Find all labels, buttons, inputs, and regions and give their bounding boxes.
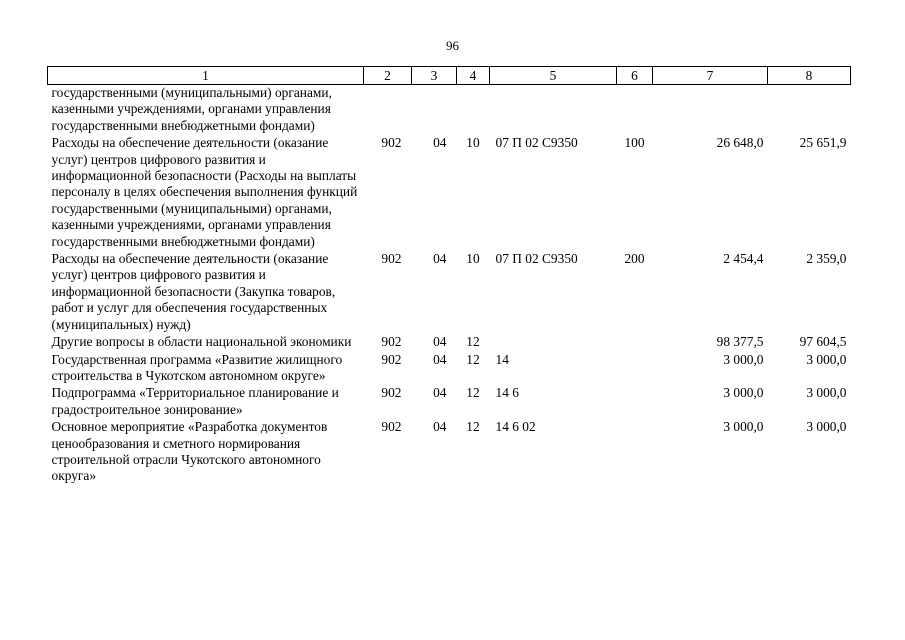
row-name: Государственная программа «Развитие жилищного строительства в Чукотском автономном округе» [51,351,343,383]
row-vr: 200 [624,251,645,267]
row-grbs: 902 [381,419,402,435]
row-sum-2: 2 359,0 [806,251,847,267]
row-sum-2: 3 000,0 [806,385,847,401]
header-col-7: 7 [653,67,768,85]
row-name: государственными (муниципальными) органами, казенными учреждениями, органами управления государственными внебюджетными фондами) [51,85,332,133]
row-name: Подпрограмма «Территориальное планирование и градостроительное зонирование» [51,385,339,417]
row-csr: 14 [495,351,509,367]
row-sum-2: 3 000,0 [806,419,847,435]
table-row [48,352,851,386]
table-row [48,419,851,486]
header-col-8: 8 [768,67,851,85]
budget-table [47,66,851,486]
header-col-4: 4 [457,67,490,85]
header-col-6: 6 [617,67,653,85]
table-row [48,385,851,419]
row-rz [412,85,457,136]
table-row [48,334,851,351]
row-pr: 12 [466,334,480,350]
row-grbs: 902 [381,351,402,367]
row-sum-2: 97 604,5 [799,334,847,350]
row-sum-1: 98 377,5 [716,334,764,350]
row-sum-1 [653,85,768,136]
row-vr: 100 [624,135,645,151]
table-row [48,135,851,251]
row-sum-2 [768,85,851,136]
row-rz: 04 [433,385,447,401]
page-number: 96 [446,38,459,53]
row-vr [617,419,653,486]
table-row [48,85,851,136]
row-grbs: 902 [381,385,402,401]
row-grbs: 902 [381,251,402,267]
row-rz: 04 [433,419,447,435]
row-grbs: 902 [381,334,402,350]
header-col-1: 1 [48,67,364,85]
row-sum-1: 3 000,0 [723,419,764,435]
row-pr: 12 [466,385,480,401]
row-pr: 10 [466,135,480,151]
table-row [48,251,851,334]
row-pr [457,85,490,136]
header-col-3: 3 [412,67,457,85]
row-vr [617,85,653,136]
row-vr [617,334,653,351]
row-vr [617,385,653,419]
row-rz: 04 [433,334,447,350]
row-sum-1: 26 648,0 [716,135,764,151]
row-sum-1: 3 000,0 [723,385,764,401]
row-sum-1: 3 000,0 [723,351,764,367]
header-col-2: 2 [364,67,412,85]
row-name: Расходы на обеспечение деятельности (оказание услуг) центров цифрового развития и информационной безопасности (Закупка товаров, работ и услуг для обеспечения государственных (муниципальных) нужд) [51,251,336,332]
row-name: Основное мероприятие «Разработка документов ценообразования и сметного нормирования строительной отрасли Чукотского автономного округа» [51,419,328,484]
row-grbs: 902 [381,135,402,151]
row-csr: 07 П 02 С9350 [495,135,578,151]
table-header-row [48,67,851,85]
row-csr: 14 6 02 [495,419,536,435]
row-sum-2: 25 651,9 [799,135,847,151]
row-csr [490,85,617,136]
row-vr [617,352,653,386]
row-rz: 04 [433,351,447,367]
header-col-5: 5 [490,67,617,85]
row-grbs [364,85,412,136]
row-rz: 04 [433,135,447,151]
row-name: Расходы на обеспечение деятельности (оказание услуг) центров цифрового развития и информационной безопасности (Расходы на выплаты персоналу в целях обеспечения выполнения функций государственными (муниципальными) органами, казенными учреждениями, органами управления государственными внебюджетными фондами) [51,135,358,249]
row-pr: 12 [466,419,480,435]
row-pr: 10 [466,251,480,267]
row-csr: 14 6 [495,385,519,401]
row-csr: 07 П 02 С9350 [495,251,578,267]
row-csr [490,334,617,351]
row-sum-1: 2 454,4 [723,251,764,267]
row-rz: 04 [433,251,447,267]
row-pr: 12 [466,351,480,367]
row-name: Другие вопросы в области национальной экономики [51,334,352,350]
row-sum-2: 3 000,0 [806,351,847,367]
